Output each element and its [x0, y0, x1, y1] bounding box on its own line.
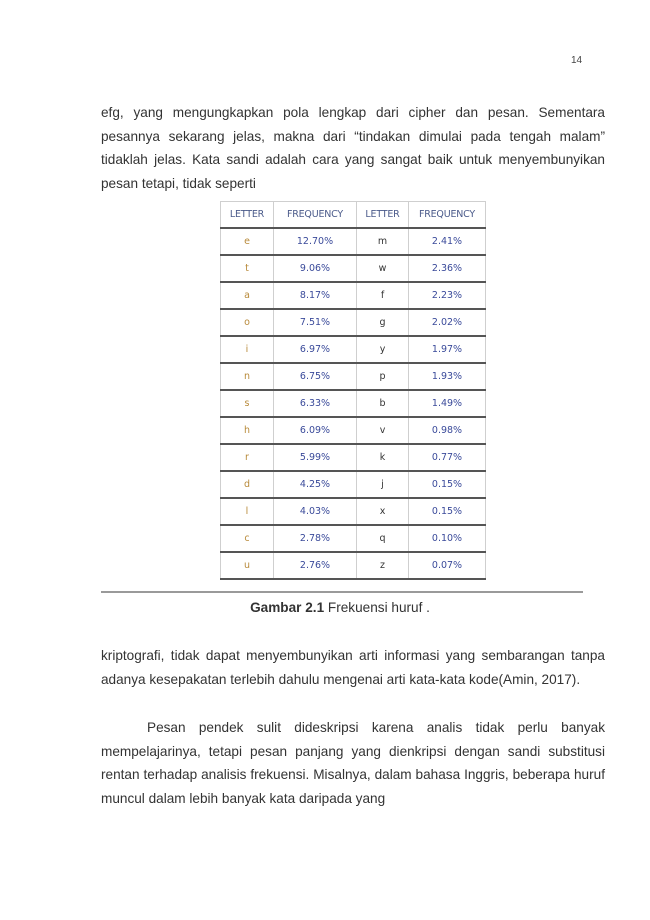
- caption-label: Gambar 2.1: [250, 600, 325, 615]
- table-row: [221, 309, 486, 336]
- cell-letter-left: n: [221, 363, 274, 390]
- cell-frequency-right: 0.98%: [409, 417, 486, 444]
- cell-letter-left: i: [221, 336, 274, 363]
- paragraph-after-figure: kriptografi, tidak dapat menyembunyikan arti informasi yang sembarangan tanpa adanya kesepakatan terlebih dahulu mengenai arti kata-kata kode(Amin, 2017).: [101, 648, 605, 687]
- figure-caption: [0, 600, 650, 615]
- table-row: [221, 525, 486, 552]
- cell-frequency-right: 0.15%: [409, 471, 486, 498]
- figure-divider: [101, 591, 583, 593]
- cell-frequency-right: 0.15%: [409, 498, 486, 525]
- table-row: [221, 255, 486, 282]
- cell-letter-left: u: [221, 552, 274, 579]
- cell-frequency-left: 9.06%: [274, 255, 357, 282]
- cell-letter-right: z: [357, 552, 409, 579]
- page-number: 14: [571, 55, 583, 66]
- cell-letter-left: t: [221, 255, 274, 282]
- cell-frequency-left: 4.25%: [274, 471, 357, 498]
- table-header-row: [221, 202, 486, 229]
- table-row: [221, 417, 486, 444]
- cell-letter-right: v: [357, 417, 409, 444]
- cell-frequency-right: 1.93%: [409, 363, 486, 390]
- cell-letter-right: y: [357, 336, 409, 363]
- cell-letter-right: x: [357, 498, 409, 525]
- cell-letter-left: e: [221, 228, 274, 255]
- cell-frequency-left: 6.09%: [274, 417, 357, 444]
- table-row: [221, 498, 486, 525]
- header-letter-1: LETTER: [221, 202, 274, 229]
- cell-frequency-right: 2.02%: [409, 309, 486, 336]
- table-row: [221, 336, 486, 363]
- cell-letter-left: s: [221, 390, 274, 417]
- cell-frequency-left: 4.03%: [274, 498, 357, 525]
- cell-letter-right: b: [357, 390, 409, 417]
- cell-letter-right: q: [357, 525, 409, 552]
- table-row: [221, 390, 486, 417]
- cell-frequency-right: 0.10%: [409, 525, 486, 552]
- cell-frequency-right: 0.07%: [409, 552, 486, 579]
- cell-frequency-left: 6.33%: [274, 390, 357, 417]
- table-row: [221, 552, 486, 579]
- header-frequency-1: FREQUENCY: [274, 202, 357, 229]
- header-letter-2: LETTER: [357, 202, 409, 229]
- cell-letter-left: a: [221, 282, 274, 309]
- cell-letter-left: l: [221, 498, 274, 525]
- table-row: [221, 282, 486, 309]
- cell-letter-right: f: [357, 282, 409, 309]
- table-row: [221, 363, 486, 390]
- cell-frequency-left: 2.78%: [274, 525, 357, 552]
- cell-frequency-right: 1.49%: [409, 390, 486, 417]
- cell-letter-right: p: [357, 363, 409, 390]
- cell-letter-right: g: [357, 309, 409, 336]
- cell-letter-right: w: [357, 255, 409, 282]
- table-row: [221, 228, 486, 255]
- cell-frequency-left: 6.97%: [274, 336, 357, 363]
- cell-frequency-right: 0.77%: [409, 444, 486, 471]
- cell-frequency-left: 8.17%: [274, 282, 357, 309]
- paragraph-intro: efg, yang mengungkapkan pola lengkap dari cipher dan pesan. Sementara pesannya sekarang jelas, makna dari “tindakan dimulai pada tengah malam” tidaklah jelas. Kata sandi adalah cara yang sangat baik untuk menyembunyikan pesan tetapi, tidak seperti: [101, 105, 605, 191]
- cell-letter-left: o: [221, 309, 274, 336]
- cell-letter-right: m: [357, 228, 409, 255]
- cell-frequency-left: 5.99%: [274, 444, 357, 471]
- cell-frequency-right: 2.23%: [409, 282, 486, 309]
- cell-letter-right: j: [357, 471, 409, 498]
- table-row: [221, 471, 486, 498]
- header-frequency-2: FREQUENCY: [409, 202, 486, 229]
- cell-frequency-left: 6.75%: [274, 363, 357, 390]
- frequency-table-figure: [220, 201, 486, 580]
- cell-frequency-right: 2.41%: [409, 228, 486, 255]
- cell-frequency-left: 7.51%: [274, 309, 357, 336]
- table-row: [221, 444, 486, 471]
- cell-letter-left: c: [221, 525, 274, 552]
- cell-letter-left: d: [221, 471, 274, 498]
- cell-letter-left: r: [221, 444, 274, 471]
- cell-frequency-right: 2.36%: [409, 255, 486, 282]
- caption-text: Frekuensi huruf .: [324, 600, 430, 615]
- letter-frequency-table: [220, 201, 486, 580]
- cell-frequency-left: 12.70%: [274, 228, 357, 255]
- cell-letter-left: h: [221, 417, 274, 444]
- cell-frequency-left: 2.76%: [274, 552, 357, 579]
- cell-frequency-right: 1.97%: [409, 336, 486, 363]
- paragraph-next: Pesan pendek sulit dideskripsi karena analis tidak perlu banyak mempelajarinya, tetapi pesan panjang yang dienkripsi dengan sandi substitusi rentan terhadap analisis frekuensi. Misalnya, dalam bahasa Inggris, beberapa huruf muncul dalam lebih banyak kata daripada yang: [101, 720, 605, 806]
- cell-letter-right: k: [357, 444, 409, 471]
